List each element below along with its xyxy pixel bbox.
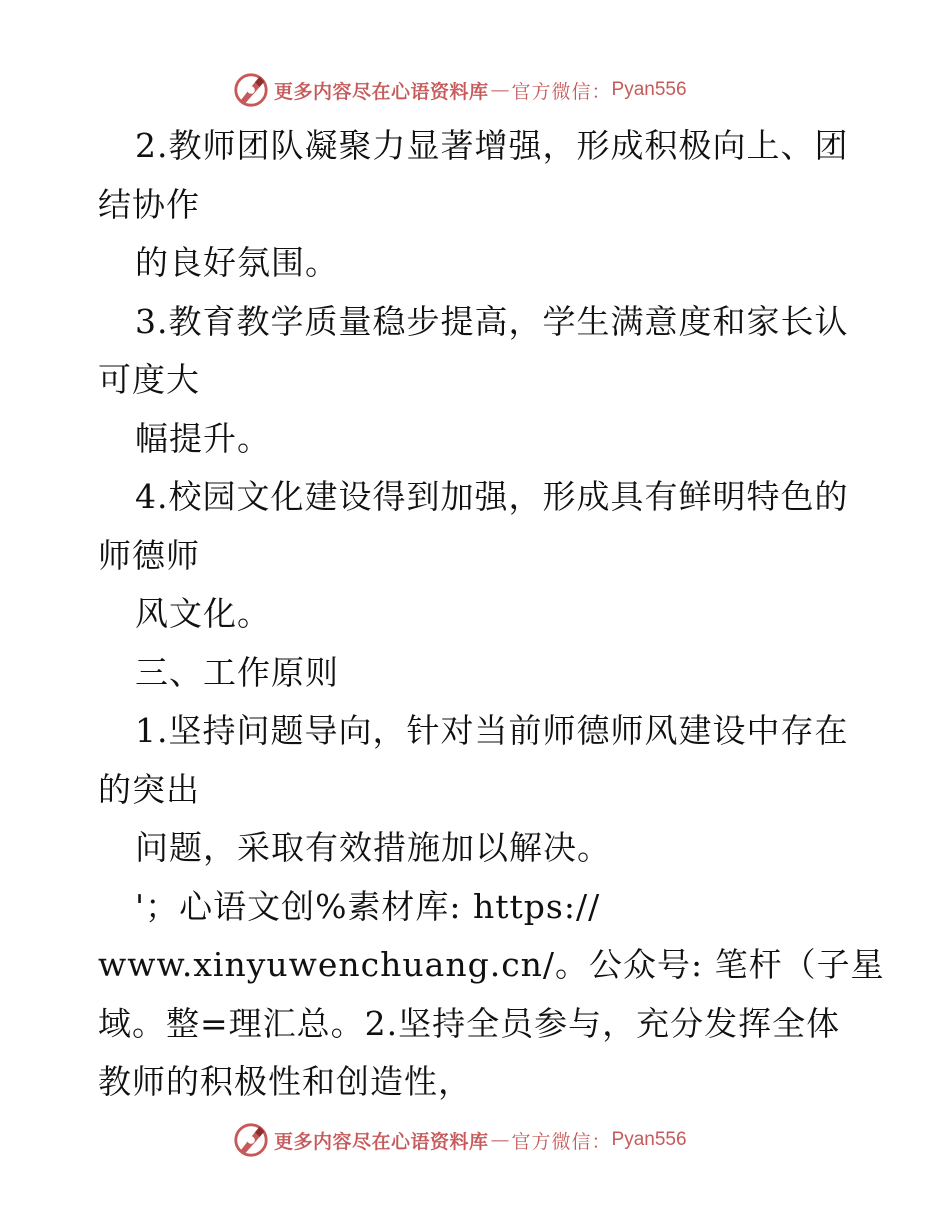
watermark-label: 官方微信： [511, 80, 612, 103]
watermark-wechat-id: Pyan556 [611, 1129, 687, 1150]
watermark-brand: 更多内容尽在心语资料库 [274, 1130, 489, 1153]
header-watermark [232, 70, 687, 110]
document-body [98, 117, 885, 1112]
text-line: 风文化。 [135, 594, 271, 633]
text-line: 的良好氛围。 [135, 243, 339, 282]
text-line: '；心语文创%素材库: https:// [135, 886, 601, 926]
text-line: 4.校园文化建设得到加强，形成具有鲜明特色的 [135, 477, 849, 516]
pen-logo-icon [232, 1121, 270, 1159]
watermark-separator: — [490, 79, 510, 101]
text-line: 师德师 [98, 535, 200, 575]
text-line: 的突出 [98, 769, 200, 809]
text-line: 教师的积极性和创造性， [98, 1062, 472, 1101]
watermark-wechat-id: Pyan556 [611, 79, 687, 100]
text-line: 幅提升。 [135, 418, 271, 458]
pen-logo-icon [232, 71, 270, 109]
footer-watermark [232, 1120, 687, 1160]
text-line: 问题，采取有效措施加以解决。 [135, 828, 611, 867]
watermark-label: 官方微信： [511, 1130, 612, 1153]
watermark-separator: — [490, 1129, 510, 1151]
text-line: 2.教师团队凝聚力显著增强，形成积极向上、团 [135, 126, 849, 165]
text-line: 结协作 [98, 184, 200, 224]
text-line: 1.坚持问题导向，针对当前师德师风建设中存在 [135, 711, 849, 750]
text-line: 三、工作原则 [135, 652, 339, 692]
text-line: 3.教育教学质量稳步提高，学生满意度和家长认 [135, 301, 849, 341]
text-line: 域。整=理汇总。2.坚持全员参与，充分发挥全体 [98, 1003, 841, 1043]
text-line: 可度大 [98, 360, 200, 399]
watermark-brand: 更多内容尽在心语资料库 [274, 80, 489, 103]
text-line: www.xinyuwenchuang.cn/。公众号: 笔杆（子星 [98, 945, 885, 984]
